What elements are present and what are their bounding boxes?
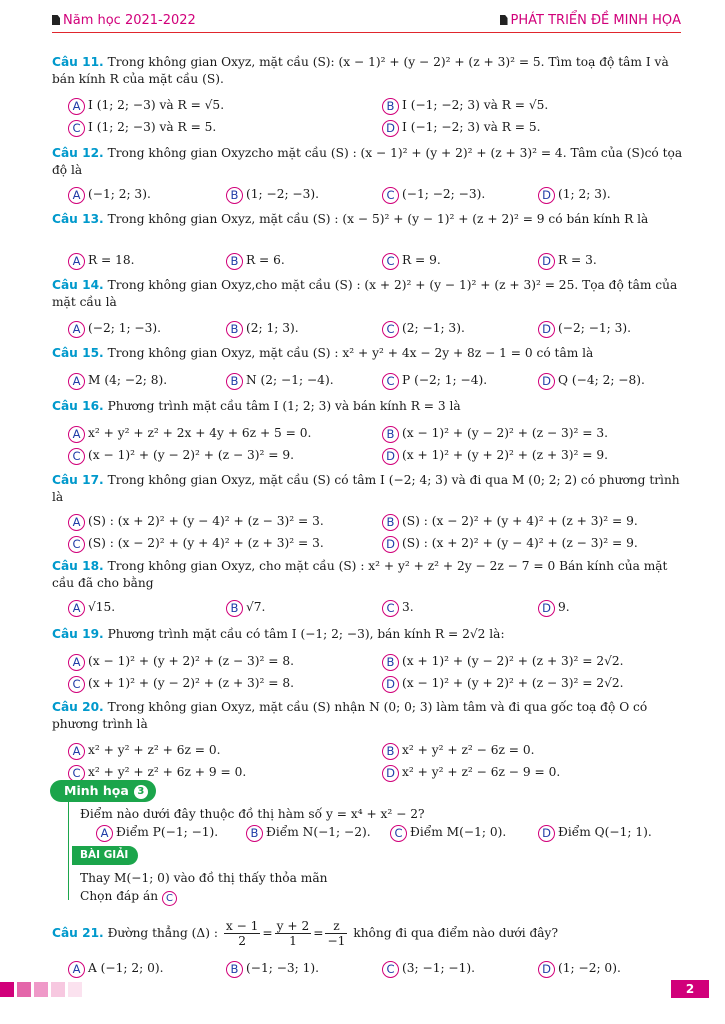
option-text: (x + 1)² + (y + 2)² + (z + 3)² = 9. (402, 448, 609, 462)
answer-option-b[interactable] (382, 652, 624, 671)
question-number: Câu 21. (52, 926, 104, 940)
option-text: I (1; 2; −3) và R = 5. (88, 120, 217, 134)
option-text: (x − 1)² + (y + 2)² + (z − 3)² = 8. (88, 654, 295, 668)
option-text: x² + y² + z² + 2x + 4y + 6z + 5 = 0. (88, 426, 312, 440)
option-letter: B (226, 321, 243, 338)
option-letter: C (382, 321, 399, 338)
option-text: (−1; 2; 3). (88, 187, 151, 201)
option-text: (3; −1; −1). (402, 961, 476, 975)
option-text: (2; −1; 3). (402, 321, 465, 335)
option-letter: C (382, 187, 399, 204)
option-letter: D (538, 321, 555, 338)
option-letter: B (226, 961, 243, 978)
option-letter: C (68, 120, 85, 137)
footer-square (68, 982, 82, 997)
option-letter: C (382, 253, 399, 270)
question-text: Phương trình mặt cầu tâm I (1; 2; 3) và bán kính R = 3 là (107, 399, 461, 413)
option-letter: A (68, 187, 85, 204)
option-letter: D (382, 676, 399, 693)
option-text: I (1; 2; −3) và R = √5. (88, 98, 225, 112)
question-text: Trong không gian Oxyz, mặt cầu (S) : (x − 5)² + (y − 1)² + (z + 2)² = 9 có bán kính R là (107, 212, 649, 226)
fraction: $\frac{z}{-1}$ (327, 919, 346, 948)
option-text: I (−1; −2; 3) và R = √5. (402, 98, 549, 112)
question-18 (52, 558, 684, 592)
page-header (52, 8, 681, 33)
option-text: Q (−4; 2; −8). (558, 373, 645, 387)
option-text: (x + 1)² + (y − 2)² + (z + 3)² = 8. (88, 676, 295, 690)
page-number: 2 (671, 980, 709, 998)
option-text: (1; 2; 3). (558, 187, 611, 201)
option-letter: B (226, 187, 243, 204)
answer-option-c[interactable] (68, 118, 216, 137)
option-letter: A (68, 426, 85, 443)
question-15 (52, 345, 684, 362)
document-icon (500, 15, 508, 25)
answer-option-d[interactable] (382, 446, 608, 465)
answer-option-c[interactable] (68, 534, 324, 553)
option-text: 9. (558, 600, 570, 614)
answer-option-d[interactable] (382, 118, 541, 137)
question-20 (52, 699, 684, 733)
option-text: R = 18. (88, 253, 135, 267)
question-number: Câu 13. (52, 212, 104, 226)
option-letter: B (226, 373, 243, 390)
example-option-a[interactable] (96, 823, 218, 842)
option-text: (x − 1)² + (y − 2)² + (z − 3)² = 3. (402, 426, 609, 440)
answer-option-a[interactable] (68, 185, 151, 204)
answer-option-c[interactable] (382, 371, 487, 390)
option-letter: C (390, 825, 407, 842)
question-12 (52, 145, 684, 179)
answer-option-c[interactable] (68, 674, 294, 693)
option-text: (−2; 1; −3). (88, 321, 162, 335)
option-letter: C (382, 961, 399, 978)
fraction: $\frac{y + 2}{1}$ (276, 919, 310, 948)
option-text: (S) : (x − 2)² + (y + 4)² + (z + 3)² = 9. (402, 514, 638, 528)
option-text: (x − 1)² + (y + 2)² + (z − 3)² = 2√2. (402, 676, 624, 690)
answer-option-b[interactable] (226, 598, 265, 617)
option-letter: C (68, 448, 85, 465)
option-text: √7. (246, 600, 266, 614)
answer-option-a[interactable] (68, 424, 311, 443)
option-letter: C (68, 536, 85, 553)
option-letter: C (68, 765, 85, 782)
question-17 (52, 472, 684, 506)
footer-square (17, 982, 31, 997)
option-text: R = 9. (402, 253, 441, 267)
answer-option-c[interactable] (382, 185, 485, 204)
question-number: Câu 11. (52, 55, 104, 69)
option-letter: D (382, 120, 399, 137)
option-text: 3. (402, 600, 414, 614)
answer-option-a[interactable] (68, 598, 115, 617)
question-text: Trong không gian Oxyz, cho mặt cầu (S) : x² + y² + z² + 2y − 2z − 7 = 0 Bán kính của mặt cầu đã cho bằng (52, 559, 668, 590)
question-text: Trong không gian Oxyz, mặt cầu (S) có tâm I (−2; 4; 3) và đi qua M (0; 2; 2) có phương trình là (52, 473, 680, 504)
question-11 (52, 54, 684, 88)
question-19 (52, 626, 684, 643)
option-letter: D (382, 448, 399, 465)
example-rule (68, 800, 69, 900)
answer-option-b[interactable] (226, 959, 319, 978)
option-text: √15. (88, 600, 116, 614)
answer-option-b[interactable] (382, 512, 638, 531)
question-14 (52, 277, 684, 311)
option-letter: D (538, 825, 555, 842)
option-letter: A (68, 514, 85, 531)
fraction: $\frac{x - 1}{2}$ (225, 919, 259, 948)
option-letter: C (68, 676, 85, 693)
answer-option-a[interactable] (68, 512, 324, 531)
answer-option-a[interactable] (68, 96, 224, 115)
option-letter: D (382, 536, 399, 553)
option-text: (S) : (x + 2)² + (y − 4)² + (z − 3)² = 3. (88, 514, 324, 528)
option-letter: D (538, 253, 555, 270)
option-text: Điểm M(−1; 0). (410, 825, 507, 839)
footer-decoration (0, 982, 725, 998)
example-option-b[interactable] (246, 823, 371, 842)
answer-option-a[interactable] (68, 652, 294, 671)
question-text: Trong không gian Oxyz, mặt cầu (S): (x − 1)² + (y − 2)² + (z + 3)² = 5. Tìm toạ độ tâm I và bán kính R của mặt cầu (S). (52, 55, 669, 86)
option-letter: A (96, 825, 113, 842)
answer-option-d[interactable] (382, 534, 638, 553)
option-text: (−2; −1; 3). (558, 321, 632, 335)
answer-option-c[interactable] (68, 446, 294, 465)
answer-option-d[interactable] (538, 185, 611, 204)
option-letter: D (382, 765, 399, 782)
answer-option-c[interactable] (382, 959, 475, 978)
option-letter: A (68, 743, 85, 760)
answer-option-b[interactable] (382, 96, 548, 115)
option-text: P (−2; 1; −4). (402, 373, 488, 387)
option-text: (−1; −3; 1). (246, 961, 320, 975)
option-text: (x − 1)² + (y − 2)² + (z − 3)² = 9. (88, 448, 295, 462)
option-text: x² + y² + z² − 6z = 0. (402, 743, 535, 757)
option-text: M (4; −2; 8). (88, 373, 168, 387)
option-text: Điểm Q(−1; 1). (558, 825, 652, 839)
option-text: (S) : (x + 2)² + (y − 4)² + (z − 3)² = 9. (402, 536, 638, 550)
option-text: Điểm N(−1; −2). (266, 825, 371, 839)
option-letter: D (538, 187, 555, 204)
example-option-c[interactable] (390, 823, 506, 842)
option-letter: B (382, 743, 399, 760)
option-text: A (−1; 2; 0). (88, 961, 164, 975)
answer-option-d[interactable] (538, 598, 570, 617)
answer-marker: C (162, 891, 177, 906)
answer-option-b[interactable] (226, 319, 299, 338)
answer-option-b[interactable] (382, 424, 608, 443)
question-text: Trong không gian Oxyzcho mặt cầu (S) : (x − 1)² + (y + 2)² + (z + 3)² = 4. Tâm của (S)có tọa độ là (52, 146, 683, 177)
option-letter: B (226, 253, 243, 270)
example-option-d[interactable] (538, 823, 652, 842)
option-letter: B (226, 600, 243, 617)
answer-option-a[interactable] (68, 741, 220, 760)
answer-option-d[interactable] (538, 319, 631, 338)
solution-label: BÀI GIẢI (72, 846, 138, 865)
option-letter: B (382, 654, 399, 671)
footer-square (0, 982, 14, 997)
school-year: Năm học 2021-2022 (52, 13, 196, 28)
option-text: x² + y² + z² + 6z + 9 = 0. (88, 765, 247, 779)
answer-option-d[interactable] (382, 763, 560, 782)
answer-option-a[interactable] (68, 959, 164, 978)
option-text: (S) : (x − 2)² + (y + 4)² + (z + 3)² = 3. (88, 536, 324, 550)
question-16 (52, 398, 684, 415)
answer-option-b[interactable] (226, 251, 285, 270)
option-text: R = 3. (558, 253, 597, 267)
question-number: Câu 19. (52, 627, 104, 641)
example-badge: Minh họa 3 (50, 780, 156, 802)
answer-option-b[interactable] (226, 371, 334, 390)
option-letter: B (382, 426, 399, 443)
example-number: 3 (134, 785, 148, 799)
footer-square (51, 982, 65, 997)
option-letter: A (68, 98, 85, 115)
answer-option-a[interactable] (68, 371, 167, 390)
option-letter: B (382, 98, 399, 115)
option-text: (x + 1)² + (y − 2)² + (z + 3)² = 2√2. (402, 654, 624, 668)
option-letter: D (538, 961, 555, 978)
option-letter: A (68, 600, 85, 617)
footer-square (34, 982, 48, 997)
option-letter: A (68, 321, 85, 338)
option-text: x² + y² + z² − 6z − 9 = 0. (402, 765, 561, 779)
answer-option-d[interactable] (538, 251, 597, 270)
answer-option-c[interactable] (382, 319, 465, 338)
option-text: I (−1; −2; 3) và R = 5. (402, 120, 541, 134)
option-text: R = 6. (246, 253, 285, 267)
answer-option-b[interactable] (226, 185, 319, 204)
question-number: Câu 12. (52, 146, 104, 160)
solution-line: Thay M(−1; 0) vào đồ thị thấy thỏa mãn (80, 871, 328, 885)
question-number: Câu 18. (52, 559, 104, 573)
option-letter: D (538, 600, 555, 617)
option-letter: C (382, 600, 399, 617)
option-letter: A (68, 654, 85, 671)
question-text: Phương trình mặt cầu có tâm I (−1; 2; −3), bán kính R = 2√2 là: (107, 627, 505, 641)
answer-option-c[interactable] (382, 598, 414, 617)
question-number: Câu 15. (52, 346, 104, 360)
question-21: Câu 21. Đường thẳng (Δ) : $\frac{x - 1}{2}$ = $\frac{y + 2}{1}$ = $\frac{z}{-1}$ không đi qua điểm nào dưới đây? (52, 919, 558, 948)
option-text: (2; 1; 3). (246, 321, 299, 335)
answer-option-a[interactable] (68, 319, 161, 338)
option-letter: D (538, 373, 555, 390)
option-letter: A (68, 373, 85, 390)
option-text: N (2; −1; −4). (246, 373, 334, 387)
question-number: Câu 17. (52, 473, 104, 487)
option-letter: C (382, 373, 399, 390)
answer-option-d[interactable] (538, 371, 645, 390)
answer-option-d[interactable] (538, 959, 621, 978)
question-number: Câu 16. (52, 399, 104, 413)
series-title: PHÁT TRIỂN ĐỀ MINH HỌA (500, 13, 681, 28)
option-letter: A (68, 253, 85, 270)
option-text: x² + y² + z² + 6z = 0. (88, 743, 221, 757)
question-text: Trong không gian Oxyz,cho mặt cầu (S) : (x + 2)² + (y − 1)² + (z + 3)² = 25. Tọa độ tâm của mặt cầu là (52, 278, 678, 309)
option-letter: B (246, 825, 263, 842)
example-question: Điểm nào dưới đây thuộc đồ thị hàm số y = x⁴ + x² − 2? (80, 807, 425, 821)
option-text: (−1; −2; −3). (402, 187, 486, 201)
question-text: Trong không gian Oxyz, mặt cầu (S) : x² + y² + 4x − 2y + 8z − 1 = 0 có tâm là (107, 346, 594, 360)
document-icon (52, 15, 60, 25)
answer-option-c[interactable] (382, 251, 441, 270)
option-text: (1; −2; −3). (246, 187, 320, 201)
answer-option-d[interactable] (382, 674, 624, 693)
question-number: Câu 14. (52, 278, 104, 292)
question-13 (52, 211, 684, 228)
question-text: Trong không gian Oxyz, mặt cầu (S) nhận N (0; 0; 3) làm tâm và đi qua gốc toạ độ O có phương trình là (52, 700, 648, 731)
answer-option-a[interactable] (68, 251, 135, 270)
option-letter: A (68, 961, 85, 978)
solution-answer: Chọn đáp án C (80, 888, 680, 906)
option-letter: B (382, 514, 399, 531)
option-text: Điểm P(−1; −1). (116, 825, 219, 839)
answer-option-b[interactable] (382, 741, 534, 760)
option-text: (1; −2; 0). (558, 961, 621, 975)
question-number: Câu 20. (52, 700, 104, 714)
